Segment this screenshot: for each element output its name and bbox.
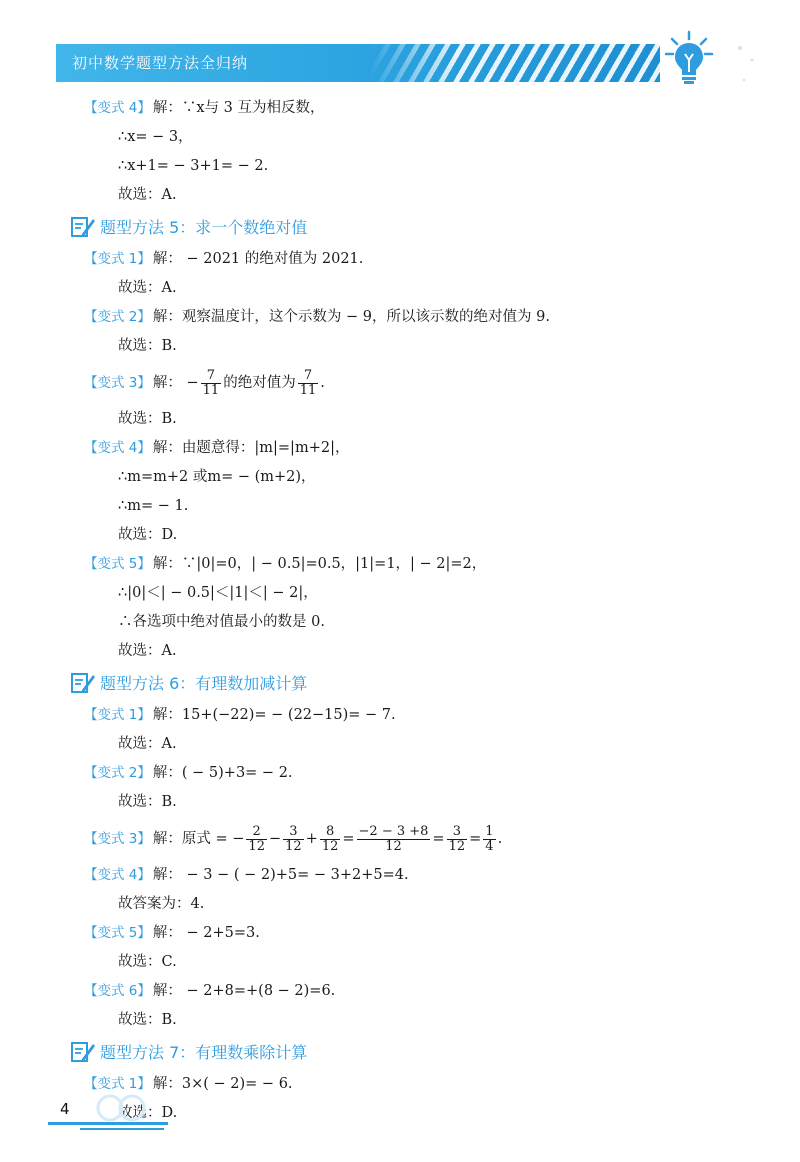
solution-line (70, 552, 760, 577)
header-stripes (370, 44, 660, 82)
solution-line (70, 979, 760, 1004)
header-title: 初中数学题型方法全归纳 (72, 54, 249, 72)
section-title: 题型方法 7：有理数乘除计算 (100, 1043, 308, 1062)
decorative-dots (730, 40, 760, 100)
fraction-denominator: 12 (248, 838, 265, 854)
answer-line: 故选：D. (118, 527, 178, 543)
page-header (56, 44, 660, 82)
solution-text: 解：由题意得：|m|=|m+2|， (152, 440, 350, 456)
fraction-denominator: 11 (299, 382, 317, 398)
variant-tag: 【变式 2】 (84, 765, 151, 781)
solution-text: 解： − 2+8=+(8 − 2)=6. (152, 983, 336, 999)
solution-line: ∴各选项中绝对值最小的数是 0. (118, 614, 325, 630)
section-heading (70, 213, 760, 243)
operator: + (305, 831, 318, 847)
fraction-denominator: 4 (485, 838, 494, 854)
solution-line (70, 863, 760, 888)
pencil-note-icon (70, 671, 96, 695)
solution-text: 解：15+(−22)= − (22−15)= − 7. (152, 707, 396, 723)
fraction-denominator: 11 (202, 382, 220, 398)
fraction (246, 825, 267, 853)
solution-line (70, 247, 760, 272)
section-heading (70, 1038, 760, 1068)
fraction-denominator: 12 (385, 838, 402, 854)
variant-tag: 【变式 4】 (84, 100, 151, 116)
fraction (320, 825, 341, 853)
variant-tag: 【变式 3】 (84, 375, 151, 391)
solution-text: 的绝对值为 (223, 375, 296, 391)
answer-line: 故选：A. (118, 280, 177, 296)
solution-content (70, 96, 760, 1126)
solution-line: ∴x+1= − 3+1= − 2. (118, 158, 269, 174)
fraction-numerator: 3 (283, 825, 304, 840)
pencil-note-icon (70, 1040, 96, 1064)
solution-line: ∴m=m+2 或m= − (m+2)， (118, 469, 316, 485)
answer-line: 故选：B. (118, 794, 177, 810)
fraction-numerator: 1 (485, 823, 494, 839)
fraction (483, 825, 495, 853)
solution-text: 解：原式 = − (152, 831, 245, 847)
solution-text: 解：∵|0|=0，| − 0.5|=0.5，|1|=1，| − 2|=2， (152, 556, 487, 572)
answer-line: 故选：D. (118, 1105, 178, 1121)
operator: − (268, 831, 282, 847)
fraction (201, 369, 222, 397)
fraction-numerator: −2 − 3 +8 (358, 823, 429, 839)
solution-text: 解：( − 5)+3= − 2. (152, 765, 293, 781)
answer-line: 故答案为：4. (118, 896, 205, 912)
variant-tag: 【变式 2】 (84, 309, 151, 325)
answer-line: 故选：A. (118, 736, 177, 752)
fraction-denominator: 12 (448, 838, 466, 854)
solution-line: ∴m= − 1. (118, 498, 189, 514)
footer-bar (80, 1128, 164, 1130)
answer-line: 故选：B. (118, 411, 177, 427)
page-footer (48, 1090, 198, 1140)
fraction (357, 825, 431, 853)
solution-text: 解： − 2021 的绝对值为 2021. (152, 251, 364, 267)
decorative-gear-icon (92, 1092, 182, 1122)
solution-text: 解：3×( − 2)= − 6. (152, 1076, 293, 1092)
solution-text: 解：∵x与 3 互为相反数， (152, 100, 325, 116)
variant-tag: 【变式 1】 (84, 1076, 151, 1092)
lightbulb-icon (664, 30, 714, 86)
variant-tag: 【变式 3】 (84, 831, 151, 847)
solution-line (70, 819, 760, 859)
operator: = (342, 831, 355, 847)
pencil-note-icon (70, 215, 96, 239)
solution-line (70, 363, 760, 403)
fraction (283, 825, 304, 853)
variant-tag: 【变式 5】 (84, 925, 151, 941)
fraction-numerator: 7 (298, 369, 319, 384)
solution-text: 解： − 3 − ( − 2)+5= − 3+2+5=4. (152, 867, 409, 883)
solution-line (70, 436, 760, 461)
answer-line: 故选：C. (118, 954, 177, 970)
fraction-denominator: 12 (321, 838, 339, 854)
answer-line: 故选：A. (118, 187, 177, 203)
fraction-numerator: 2 (246, 825, 267, 840)
fraction-numerator: 7 (201, 369, 222, 384)
answer-line: 故选：B. (118, 1012, 177, 1028)
answer-line: 故选：A. (118, 643, 177, 659)
section-title: 题型方法 5：求一个数绝对值 (100, 218, 308, 237)
operator: = (469, 831, 482, 847)
fraction (298, 369, 319, 397)
solution-line (70, 921, 760, 946)
solution-line: ∴|0|＜| − 0.5|＜|1|＜| − 2|， (118, 585, 318, 601)
solution-line: ∴x= − 3， (118, 129, 193, 145)
solution-text: 解：观察温度计，这个示数为 − 9，所以该示数的绝对值为 9. (152, 309, 550, 325)
answer-line: 故选：B. (118, 338, 177, 354)
footer-bar (48, 1122, 168, 1125)
variant-tag: 【变式 1】 (84, 707, 151, 723)
fraction-denominator: 12 (285, 838, 302, 854)
page-number: 4 (60, 1100, 70, 1118)
solution-text: . (320, 375, 325, 391)
section-title: 题型方法 6：有理数加减计算 (100, 674, 308, 693)
variant-tag: 【变式 1】 (84, 251, 151, 267)
solution-text: 解： − (152, 375, 199, 391)
solution-line (70, 305, 760, 330)
variant-tag: 【变式 4】 (84, 440, 151, 456)
fraction-numerator: 3 (447, 825, 468, 840)
solution-text: . (497, 831, 503, 847)
variant-tag: 【变式 4】 (84, 867, 151, 883)
solution-line (70, 761, 760, 786)
fraction-numerator: 8 (320, 825, 341, 840)
variant-tag: 【变式 6】 (84, 983, 151, 999)
variant-tag: 【变式 5】 (84, 556, 151, 572)
solution-text: 解： − 2+5=3. (152, 925, 260, 941)
fraction (447, 825, 468, 853)
operator: = (432, 831, 445, 847)
section-heading (70, 669, 760, 699)
solution-line (70, 96, 760, 121)
solution-line (70, 703, 760, 728)
